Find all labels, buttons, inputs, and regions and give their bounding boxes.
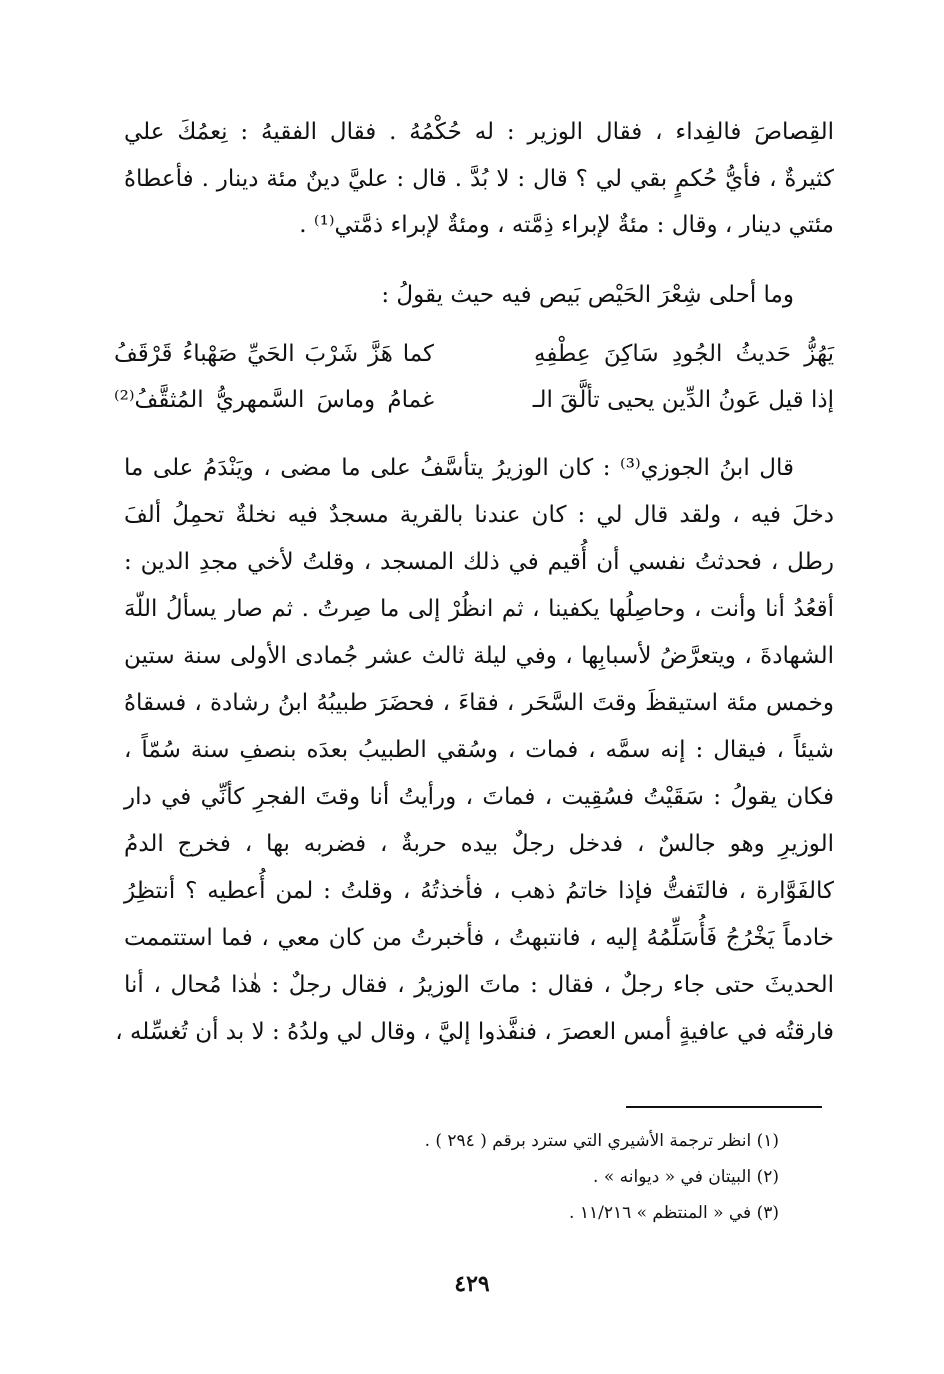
body-line: فارقتُه في عافيةٍ أمس العصرَ ، فنفَّذوا إليَّ ، وقال لي ولدُهُ : لا بد أن تُغسِّله ، bbox=[115, 1019, 834, 1045]
body-line: كثيرةٌ ، فأيُّ حُكمٍ بقي لي ؟ قال : لا بُدَّ . قال : عليَّ دينٌ مئة دينار . فأعطاهُ bbox=[124, 166, 834, 192]
body-line: مئتي دينار ، وقال : مئةٌ لإبراء ذِمَّته ، ومئةٌ لإبراء ذمَّتي⁽¹⁾ . bbox=[299, 212, 834, 238]
body-line: شيئاً ، فيقال : إنه سمَّه ، فمات ، وسُقي الطبيبُ بعدَه بنصفِ سنة سُمّاً ، bbox=[124, 737, 834, 763]
body-line: كالفَوَّارة ، فالتَفتُّ فإذا خاتمُ ذهب ، فأخذتُهُ ، وقلتُ : لمن أُعطيه ؟ أنتظِرُ bbox=[124, 878, 834, 904]
verse-2-second-hemistich: غمامُ وماسَ السَّمهريُّ المُثقَّفُ⁽²⁾ bbox=[114, 387, 434, 413]
body-line: القِصاصَ فالفِداء ، فقال الوزير : له حُكْمُهُ . فقال الفقيهُ : نِعمُكَ علي bbox=[124, 119, 834, 145]
body-line: أقعُدُ أنا وأنت ، وحاصِلُها يكفينا ، ثم انظُرْ إلى ما صِرتُ . ثم صار يسألُ اللّهَ bbox=[124, 596, 834, 622]
body-line: فكان يقولُ : سَقَيْتُ فسُقِيت ، فماتَ ، ورأيتُ أنا وقتَ الفجرِ كأنِّي في دار bbox=[124, 784, 834, 810]
body-line: الشهادةَ ، ويتعرَّضُ لأسبابِها ، وفي ليلة ثالث عشر جُمادى الأولى سنة ستين bbox=[124, 643, 834, 669]
footnote-3: (٣) في « المنتظم » ١١/٢١٦ . bbox=[569, 1203, 779, 1223]
body-line: خادماً يَخْرُجُ فَأُسَلِّمُهُ إليه ، فانتبهتُ ، فأخبرتُ من كان معي ، فما استتممت bbox=[124, 925, 834, 951]
verse-1-second-hemistich: كما هَزَّ شَرْبَ الحَيِّ صَهْباءُ قَرْقَفُ bbox=[114, 341, 434, 367]
footnote-separator bbox=[626, 1106, 822, 1108]
body-line: وخمس مئة استيقظَ وقتَ السَّحَر ، فقاءَ ، فحضَرَ طبيبُهُ ابنُ رشادة ، فسقاهُ bbox=[124, 690, 834, 716]
page-number: ٤٢٩ bbox=[454, 1271, 490, 1297]
body-line: دخلَ فيه ، ولقد قال لي : كان عندنا بالقرية مسجدٌ فيه نخلةٌ تحمِلُ ألفَ bbox=[124, 502, 834, 528]
body-line: الوزيرِ وهو جالسٌ ، فدخل رجلٌ بيده حربةٌ ، فضربه بها ، فخرج الدمُ bbox=[124, 831, 834, 857]
body-line: قال ابنُ الجوزي⁽³⁾ : كان الوزيرُ يتأسَّفُ على ما مضى ، ويَنْدَمُ على ما bbox=[124, 455, 794, 481]
body-line: الحديثَ حتى جاء رجلٌ ، فقال : ماتَ الوزيرُ ، فقال رجلٌ : هٰذا مُحال ، أنا bbox=[124, 972, 834, 998]
footnote-2: (٢) البيتان في « ديوانه » . bbox=[593, 1167, 779, 1187]
verse-2-first-hemistich: إذا قيل عَونُ الدِّين يحيى تألَّقَ الـ bbox=[532, 387, 834, 413]
poem-intro: وما أحلى شِعْرَ الحَيْص بَيص فيه حيث يقولُ : bbox=[381, 282, 794, 308]
verse-1-first-hemistich: يَهُزُّ حَديثُ الجُودِ سَاكِنَ عِطْفِهِ bbox=[534, 341, 834, 367]
footnote-1: (١) انظر ترجمة الأشيري التي سترد برقم ( ٢٩٤ ) . bbox=[424, 1131, 779, 1151]
body-line: رطل ، فحدثتُ نفسي أن أُقيم في ذلك المسجد ، وقلتُ لأخي مجدِ الدين : bbox=[124, 549, 834, 575]
